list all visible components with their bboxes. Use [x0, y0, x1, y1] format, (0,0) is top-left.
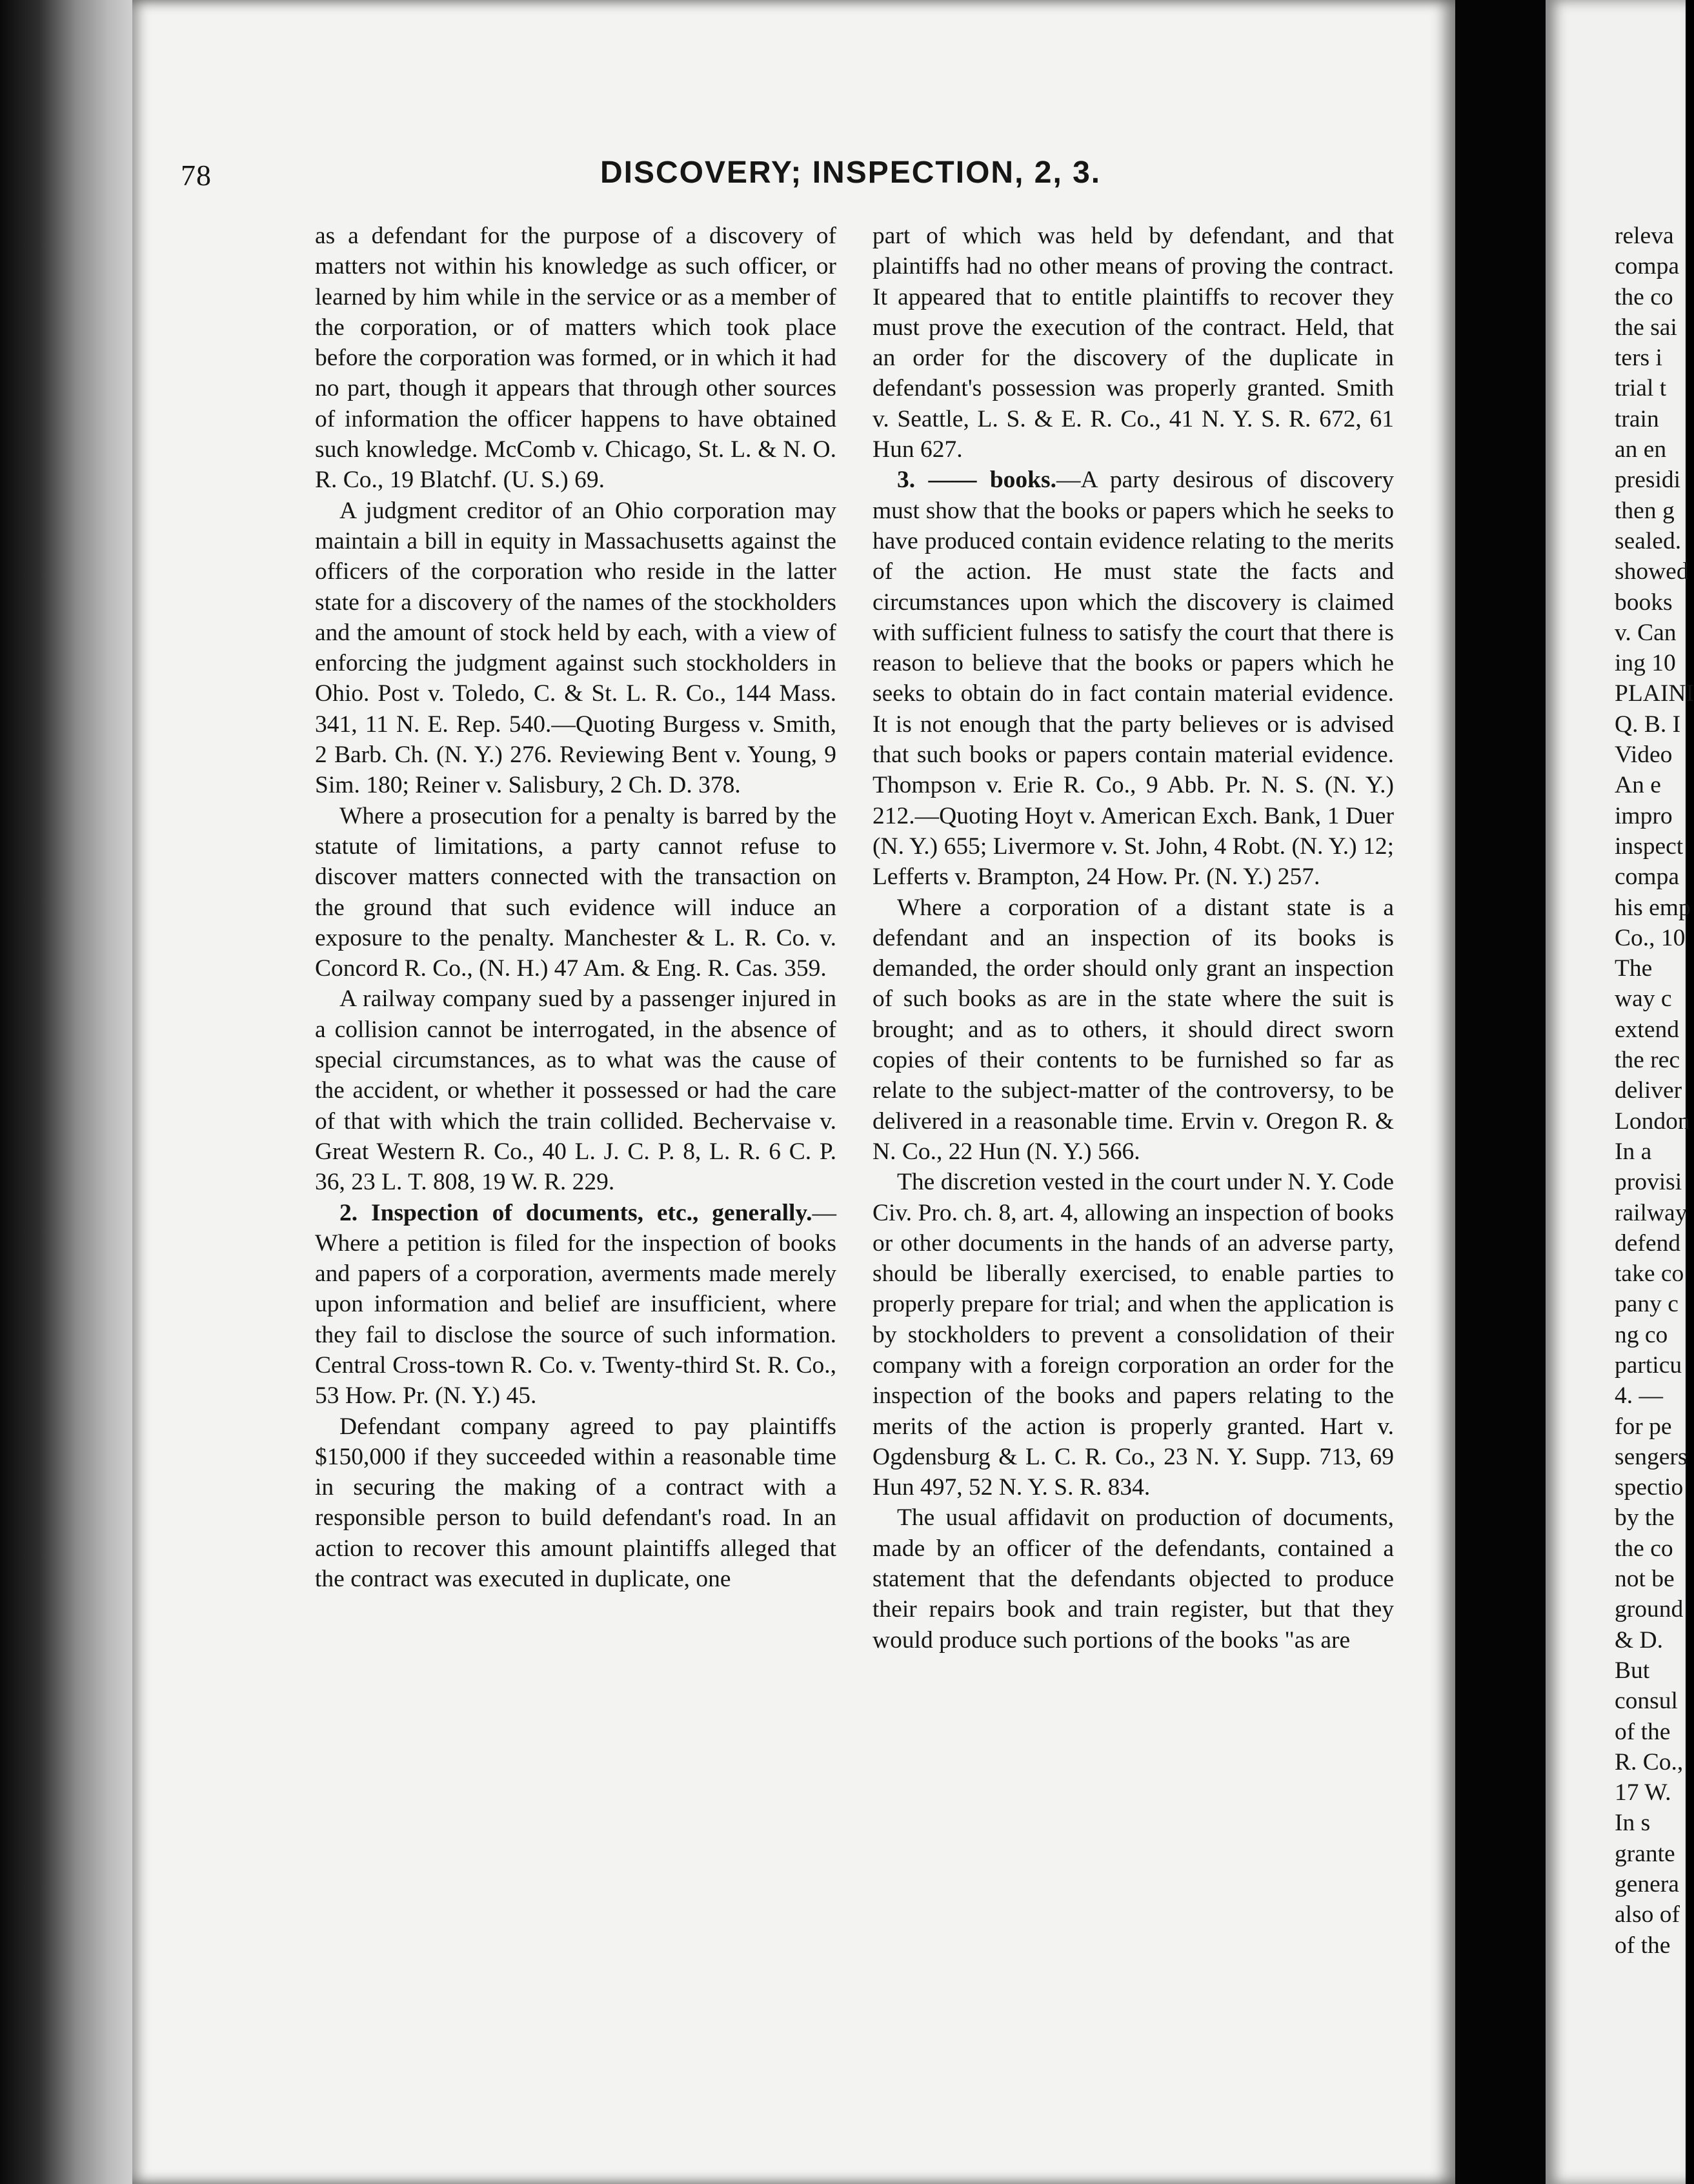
next-page-line-fragment: then g	[1615, 497, 1675, 524]
next-page-line-fragment: The	[1615, 955, 1653, 982]
next-page-line-fragment: for pe	[1615, 1413, 1672, 1440]
next-page-line-fragment: London	[1615, 1107, 1690, 1135]
next-page-line-fragment: also of	[1615, 1901, 1680, 1928]
next-page-line-fragment: ground	[1615, 1596, 1684, 1623]
next-page-line-fragment: sengers	[1615, 1443, 1688, 1470]
next-page-line-fragment: Video	[1615, 742, 1673, 769]
next-page-line-fragment: & D.	[1615, 1626, 1663, 1653]
next-page-line-fragment: the co	[1615, 1535, 1673, 1562]
left-column	[315, 221, 836, 1594]
next-page-line-fragment: ng co	[1615, 1321, 1668, 1348]
next-page-line-fragment: impro	[1615, 802, 1673, 829]
paragraph: The discretion vested in the court under N. Y. Code Civ. Pro. ch. 8, art. 4, allowing an inspection of books or other documents in the hands of an adverse party, should be liberally exercised, to enable parties to properly prepare for trial; and when the application is by stockholders to prevent a consolidation of their company with a foreign corporation an order for the inspection of the books and papers relating to the merits of the action is properly granted. Hart v. Ogdensburg & L. C. R. Co., 23 N. Y. Supp. 713, 69 Hun 497, 52 N. Y. S. R. 834.	[872, 1169, 1394, 1501]
next-page-line-fragment: deliver	[1615, 1077, 1682, 1104]
next-page-line-fragment: showed	[1615, 558, 1689, 585]
next-page-line-fragment: inspect	[1615, 833, 1684, 860]
next-page-line-fragment: PLAINI	[1615, 680, 1694, 707]
next-page-line-fragment: spectio	[1615, 1474, 1684, 1501]
next-page-line-fragment: the rec	[1615, 1047, 1680, 1074]
next-page-line-fragment: Q. B. I	[1615, 711, 1681, 738]
next-page-line-fragment: genera	[1615, 1871, 1679, 1898]
paragraph: as a defendant for the purpose of a discovery of matters not within his knowledge as such officer, or learned by him while in the service or as a member of the corporation, or of matters which took place before the corporation was formed, or in which it had no part, though it appears that through other sources of information the officer happens to have obtained such knowledge. McComb v. Chicago, St. L. & N. O. R. Co., 19 Blatchf. (U. S.) 69.	[315, 223, 836, 494]
section-2-body: —Where a petition is filed for the inspection of books and papers of a corporation, averments made merely upon information and belief are insufficient, where they fail to disclose the source of such information. Central Cross-town R. Co. v. Twenty-third St. R. Co., 53 How. Pr. (N. Y.) 45.	[315, 1199, 836, 1410]
next-page-line-fragment: compa	[1615, 253, 1679, 280]
next-page-line-fragment: an en	[1615, 436, 1667, 463]
section-3-body: —A party desirous of discovery must show that the books or papers which he seeks to have produced contain evidence relating to the merits of the action. He must state the facts and circumstances upon which the discovery is claimed with sufficient fulness to satisfy the court that there is reason to believe that the books or papers which he seeks to obtain do in fact contain material evidence. It is not enough that the party believes or is advised that such books or papers contain material evidence. Thompson v. Erie R. Co., 9 Abb. Pr. N. S. (N. Y.) 212.—Quoting Hoyt v. American Exch. Bank, 1 Duer (N. Y.) 655; Livermore v. St. John, 4 Robt. (N. Y.) 12; Lefferts v. Brampton, 24 How. Pr. (N. Y.) 257.	[872, 467, 1394, 891]
next-page-line-fragment: In a	[1615, 1138, 1652, 1165]
paragraph: The usual affidavit on production of documents, made by an officer of the defendants, contained a statement that the defendants objected to produce their repairs book and train register, but that they would produce such portions of the books "as are	[872, 1504, 1394, 1653]
next-page-line-fragment: of the	[1615, 1932, 1671, 1959]
next-page-line-fragment: way c	[1615, 986, 1672, 1013]
paragraph: Where a prosecution for a penalty is barred by the statute of limitations, a party cannot refuse to discover matters connected with the transaction on the ground that such evidence will induce an exposure to the penalty. Manchester & L. R. Co. v. Concord R. Co., (N. H.) 47 Am. & Eng. R. Cas. 359.	[315, 802, 836, 982]
next-page-line-fragment: particu	[1615, 1351, 1682, 1379]
paragraph: A judgment creditor of an Ohio corporation may maintain a bill in equity in Massachusetts against the officers of the corporation who reside in the latter state for a discovery of the names of the stockholders and the amount of stock held by each, with a view of enforcing the judgment against such stockholders in Ohio. Post v. Toledo, C. & St. L. R. Co., 144 Mass. 341, 11 N. E. Rep. 540.—Quoting Burgess v. Smith, 2 Barb. Ch. (N. Y.) 276. Reviewing Bent v. Young, 9 Sim. 180; Reiner v. Salisbury, 2 Ch. D. 378.	[315, 497, 836, 799]
right-column	[872, 221, 1394, 1655]
next-page-line-fragment: not be	[1615, 1566, 1675, 1593]
paragraph: Where a corporation of a distant state is a defendant and an inspection of its books is demanded, the order should only grant an inspection of such books as are in the state where the suit is brought; and as to others, it should direct sworn copies of their contents to be furnished so far as relate to the subject-matter of the controversy, to be delivered in a reasonable time. Ervin v. Oregon R. & N. Co., 22 Hun (N. Y.) 566.	[872, 894, 1394, 1165]
paragraph: A railway company sued by a passenger injured in a collision cannot be interrogated, in the absence of special circumstances, as to what was the cause of the accident, or whether it possessed or had the care of that with which the train collided. Bechervaise v. Great Western R. Co., 40 L. J. C. P. 8, L. R. 6 C. P. 36, 23 L. T. 808, 19 W. R. 229.	[315, 986, 836, 1196]
running-head: DISCOVERY; INSPECTION, 2, 3.	[600, 156, 1102, 190]
next-page-line-fragment: the sai	[1615, 314, 1677, 341]
next-page-line-fragment: books	[1615, 589, 1673, 616]
paragraph: part of which was held by defendant, and that plaintiffs had no other means of proving the contract. It appeared that to entitle plaintiffs to recover they must prove the execution of the contract. Held, that an order for the discovery of the duplicate in defendant's possession was properly granted. Smith v. Seattle, L. S. & E. R. Co., 41 N. Y. S. R. 672, 61 Hun 627.	[872, 223, 1394, 463]
next-page-line-fragment: defend	[1615, 1229, 1681, 1257]
next-page-line-fragment: ing 10	[1615, 650, 1676, 677]
book-spine-edge	[0, 0, 139, 2184]
next-page-line-fragment: ters i	[1615, 345, 1662, 372]
next-page-line-fragment: R. Co.,	[1615, 1748, 1684, 1775]
next-page-line-fragment: releva	[1615, 223, 1674, 249]
next-page-line-fragment: Co., 10	[1615, 924, 1686, 951]
book-gutter	[1455, 0, 1546, 2184]
next-page-line-fragment: pany c	[1615, 1291, 1679, 1318]
next-page-line-fragment: extend	[1615, 1016, 1679, 1043]
next-page-line-fragment: compa	[1615, 864, 1679, 891]
next-page-line-fragment: take co	[1615, 1260, 1684, 1288]
next-page-line-fragment: sealed.	[1615, 527, 1682, 554]
next-page-line-fragment: railway	[1615, 1199, 1688, 1226]
next-page-line-fragment: 17 W.	[1615, 1779, 1671, 1806]
next-page-line-fragment: presidi	[1615, 467, 1681, 494]
paragraph: Defendant company agreed to pay plaintiffs $150,000 if they succeeded within a reasonable time in securing the making of a contract with a responsible person to build defendant's road. In an action to recover this amount plaintiffs alleged that the contract was executed in duplicate, one	[315, 1413, 836, 1593]
next-page-line-fragment: v. Can	[1615, 619, 1677, 646]
next-page-line-fragment: consul	[1615, 1688, 1678, 1715]
next-page-line-fragment: his emp	[1615, 894, 1691, 921]
next-page-line-fragment: 4. —	[1615, 1382, 1663, 1410]
next-page-line-fragment: train	[1615, 405, 1659, 432]
next-page-line-fragment: But	[1615, 1657, 1650, 1684]
section-2-heading: 2. Inspection of documents, etc., generally.	[339, 1199, 812, 1226]
next-page-line-fragment: An e	[1615, 772, 1661, 799]
page-number: 78	[181, 159, 212, 192]
section-3-heading: 3. —— books.	[897, 467, 1057, 494]
section-2-paragraph	[315, 1198, 836, 1411]
next-page-line-fragment: trial t	[1615, 375, 1667, 402]
next-page-line-fragment: grante	[1615, 1840, 1675, 1867]
next-page-line-fragment: the co	[1615, 283, 1673, 310]
next-page-line-fragment: provisi	[1615, 1169, 1682, 1196]
next-page-text-fragments	[1615, 221, 1694, 1961]
next-page-line-fragment: of the	[1615, 1718, 1671, 1745]
next-page-line-fragment: by the	[1615, 1504, 1675, 1532]
section-3-paragraph	[872, 465, 1394, 892]
next-page-line-fragment: In s	[1615, 1810, 1651, 1837]
